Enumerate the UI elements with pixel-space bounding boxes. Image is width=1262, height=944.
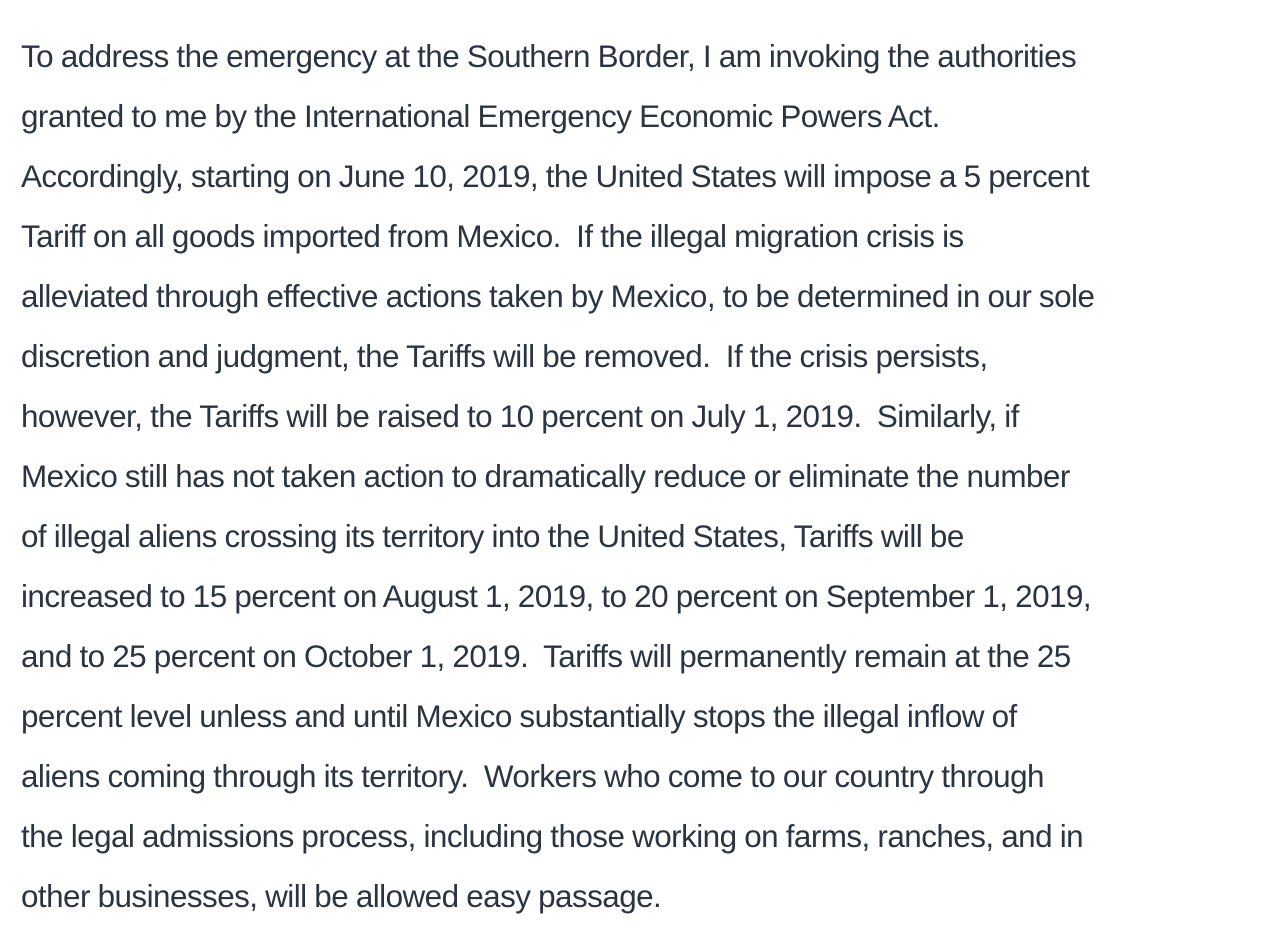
paragraph-line: and to 25 percent on October 1, 2019. Tariffs will permanently remain at the 25 [21,638,1071,674]
paragraph-line: Mexico still has not taken action to dramatically reduce or eliminate the number [21,458,1070,494]
paragraph-line: discretion and judgment, the Tariffs will be removed. If the crisis persists, [21,338,988,374]
paragraph-line: however, the Tariffs will be raised to 10 percent on July 1, 2019. Similarly, if [21,398,1019,434]
paragraph-line: increased to 15 percent on August 1, 2019, to 20 percent on September 1, 2019, [21,578,1092,614]
paragraph-line: Accordingly, starting on June 10, 2019, the United States will impose a 5 percent [21,158,1090,194]
paragraph-line: aliens coming through its territory. Workers who come to our country through [21,758,1044,794]
paragraph-line: of illegal aliens crossing its territory into the United States, Tariffs will be [21,518,964,554]
paragraph-line: other businesses, will be allowed easy passage. [21,878,662,914]
paragraph-line: Tariff on all goods imported from Mexico. If the illegal migration crisis is [21,218,964,254]
paragraph-line: the legal admissions process, including those working on farms, ranches, and in [21,818,1084,854]
article-paragraph [21,26,1261,926]
paragraph-line: percent level unless and until Mexico substantially stops the illegal inflow of [21,698,1017,734]
paragraph-line: To address the emergency at the Southern Border, I am invoking the authorities [21,38,1077,74]
paragraph-line: alleviated through effective actions taken by Mexico, to be determined in our sole [21,278,1095,314]
paragraph-line: granted to me by the International Emergency Economic Powers Act. [21,98,940,134]
